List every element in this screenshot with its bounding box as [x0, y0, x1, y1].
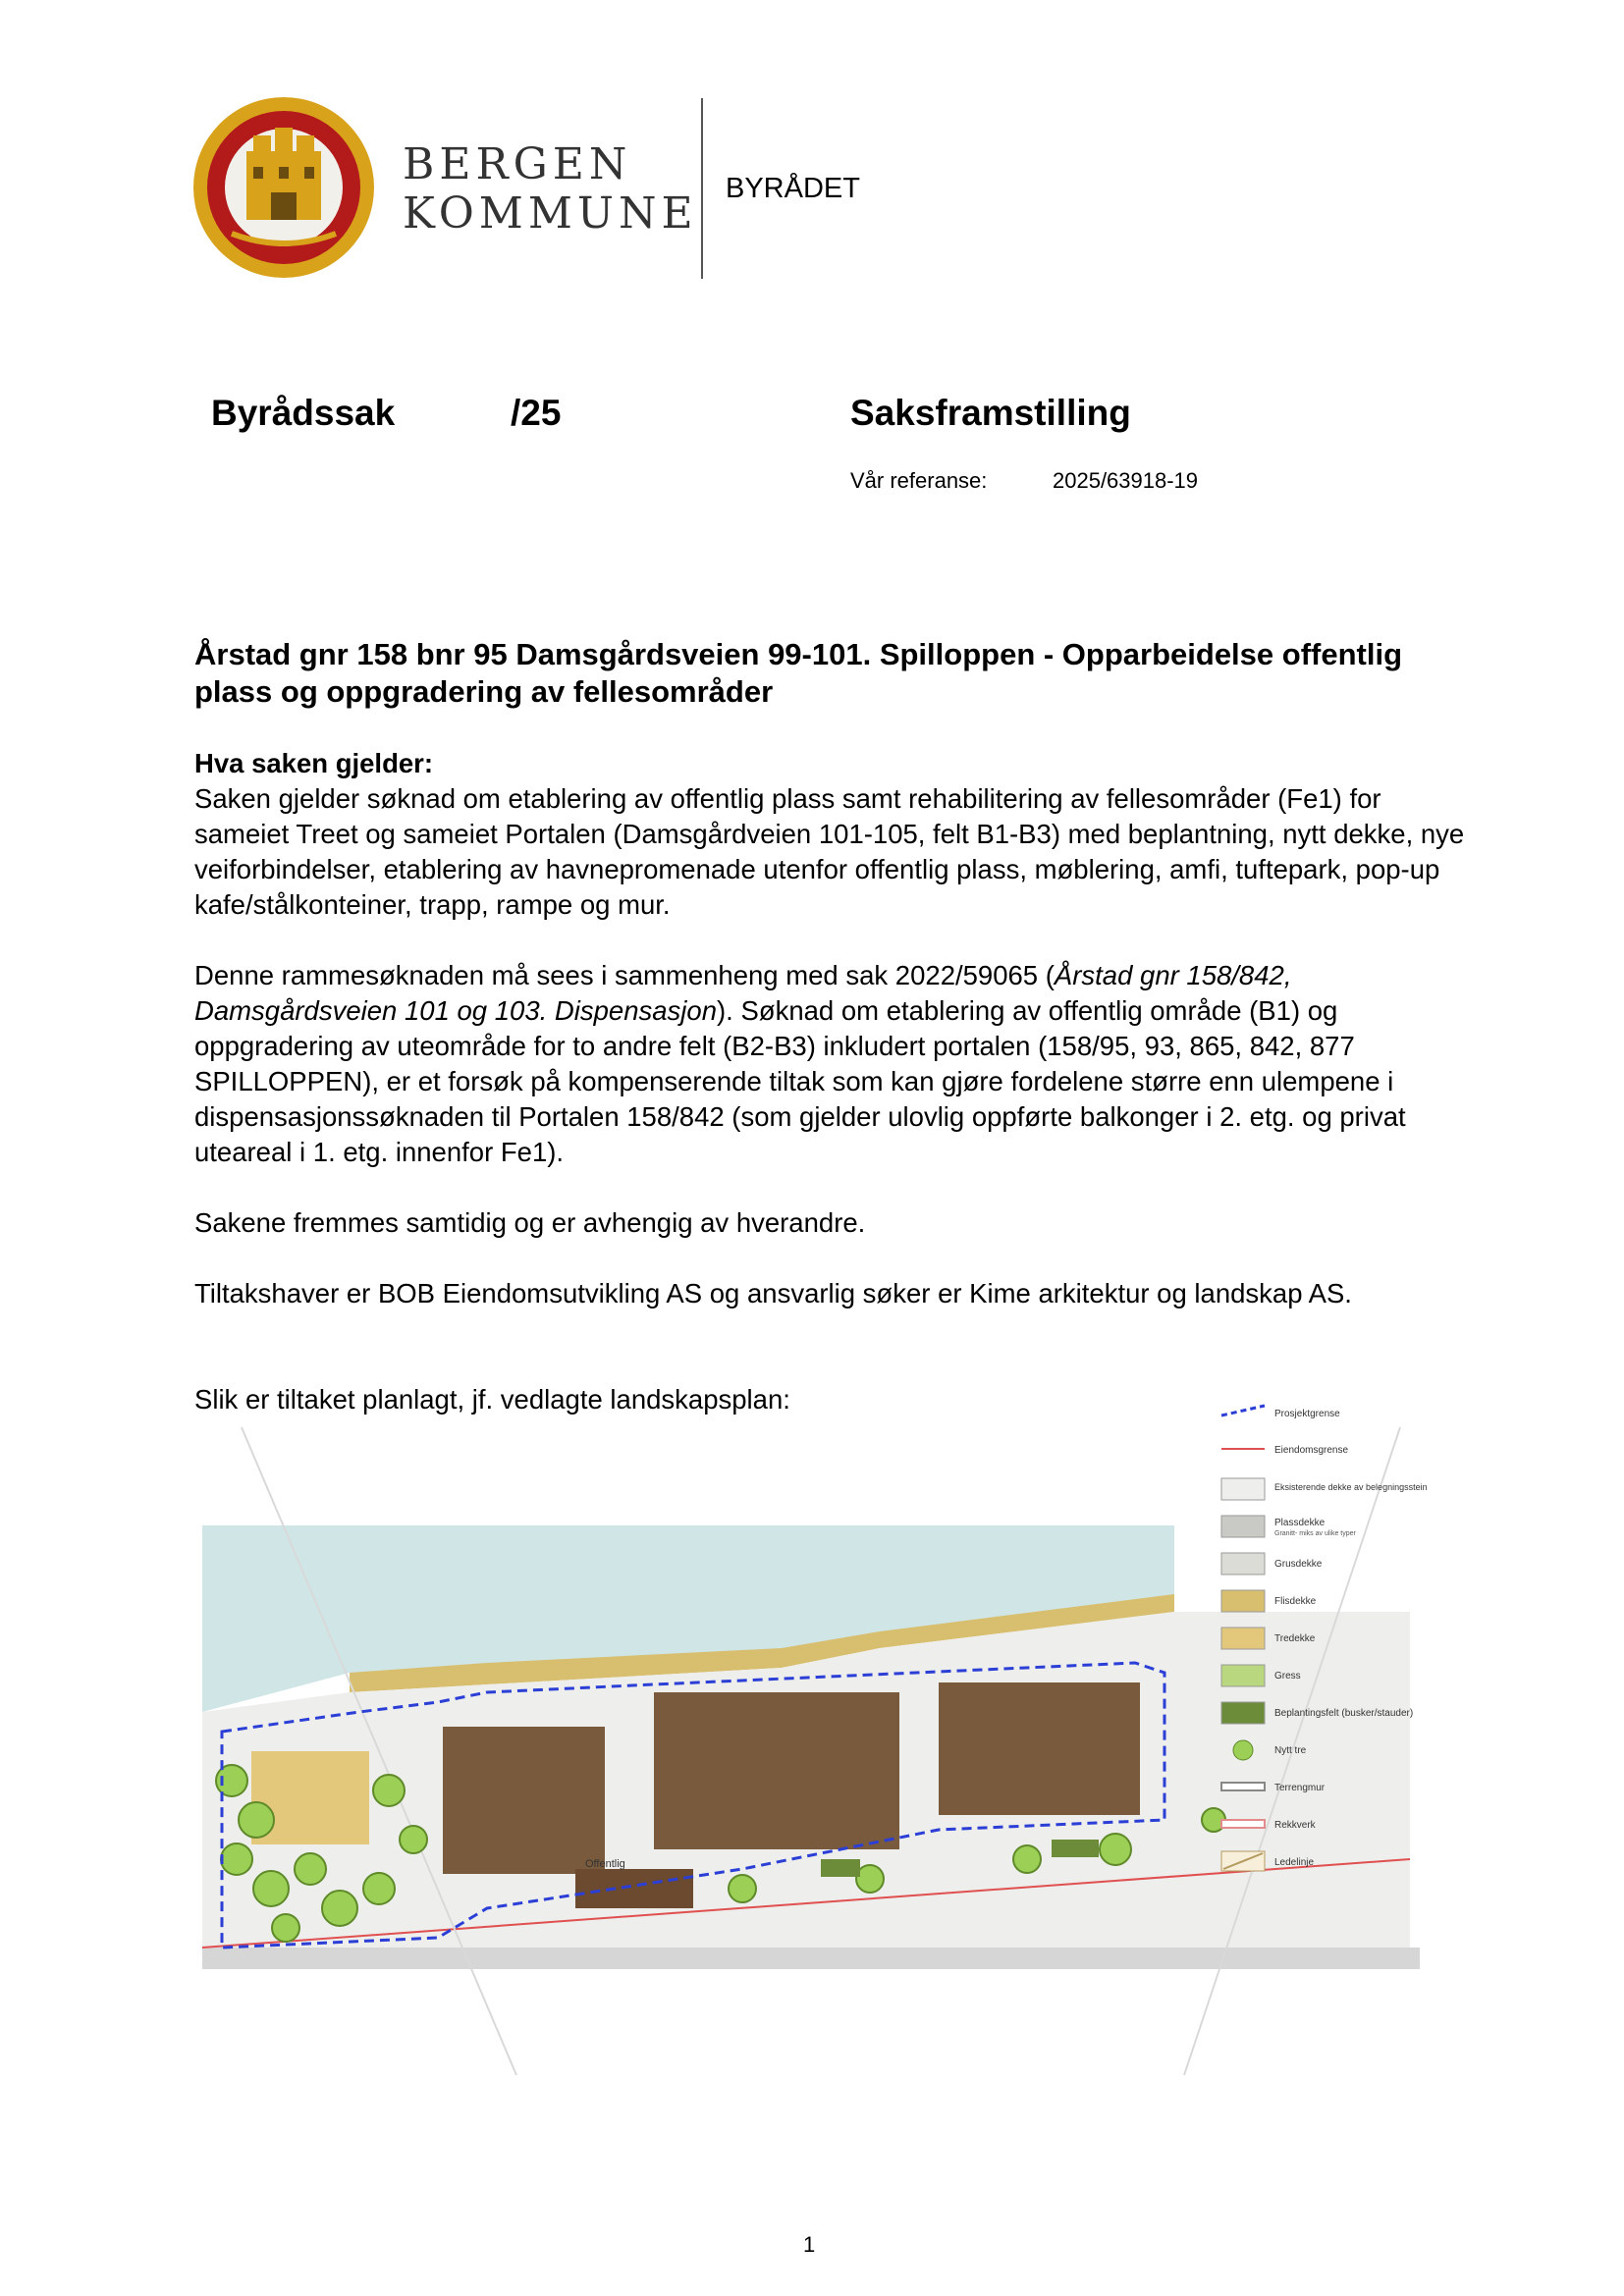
- doc-type: Saksframstilling: [850, 393, 1131, 433]
- reference-value: 2025/63918-19: [1053, 468, 1199, 493]
- plan-building: [939, 1682, 1140, 1815]
- department-label: BYRÅDET: [726, 173, 860, 204]
- legend-item: [1221, 1406, 1340, 1419]
- svg-text:Nytt tre: Nytt tre: [1274, 1745, 1307, 1756]
- paragraph-2-part-b: ). Søknad om etablering av offentlig område (B1) og oppgradering av uteområde for to andre felt (B2-B3) inkludert portalen (158/95, 93, 865, 842, 877 SPILLOPPEN), er et forsøk på kompenserende tiltak som kan gjøre fordelene større enn ulempene i dispensasjonssøknaden til Portalen 158/842 (som gjelder ulovlig oppførte balkonger i 2. etg. og privat uteareal i 1. etg. innenfor Fe1).: [194, 995, 1406, 1167]
- svg-text:Terrengmur: Terrengmur: [1274, 1783, 1326, 1793]
- org-name-line1: BERGEN: [403, 139, 632, 189]
- svg-text:Beplantingsfelt (busker/staude: Beplantingsfelt (busker/stauder): [1274, 1708, 1414, 1719]
- svg-text:Prosjektgrense: Prosjektgrense: [1274, 1409, 1340, 1419]
- org-name-line2: KOMMUNE: [403, 188, 698, 239]
- svg-text:Rekkverk: Rekkverk: [1274, 1820, 1316, 1831]
- paragraph-5: Slik er tiltaket planlagt, jf. vedlagte landskapsplan:: [194, 1384, 790, 1415]
- paragraph-2-part-a: Denne rammesøknaden må sees i sammenheng med sak 2022/59065 (: [194, 960, 1055, 990]
- svg-text:Tredekke: Tredekke: [1274, 1633, 1316, 1644]
- bergen-seal-logo: [192, 96, 375, 279]
- svg-text:Gress: Gress: [1274, 1671, 1301, 1682]
- legend-item: [1221, 1553, 1323, 1575]
- svg-text:Eksisterende dekke av belegnin: Eksisterende dekke av belegningsstein: [1274, 1482, 1428, 1492]
- paragraph-2: [194, 958, 1471, 1170]
- plan-building: [443, 1727, 605, 1874]
- paragraph-3: Sakene fremmes samtidig og er avhengig av hverandre.: [194, 1207, 866, 1238]
- svg-text:Eiendomsgrense: Eiendomsgrense: [1274, 1445, 1349, 1456]
- section-summary: [194, 746, 1471, 923]
- case-number: /25: [511, 393, 562, 433]
- legend-item: [1221, 1590, 1317, 1612]
- paragraph-1: Saken gjelder søknad om etablering av offentlig plass samt rehabilitering av fellesområder (Fe1) for sameiet Treet og sameiet Portalen (Damsgårdveien 101-105, felt B1-B3) med beplantning, nytt dekke, nye veiforbindelser, etablering av havnepromenade utenfor offentlig plass, møblering, amfi, tuftepark, pop-up kafe/stålkonteiner, trapp, rampe og mur.: [194, 783, 1465, 920]
- legend-item: [1221, 1478, 1428, 1500]
- svg-text:Plassdekke: Plassdekke: [1274, 1518, 1326, 1528]
- plan-building: [654, 1692, 899, 1849]
- legend-item: [1221, 1445, 1348, 1456]
- document-title: Årstad gnr 158 bnr 95 Damsgårdsveien 99-101. Spilloppen - Opparbeidelse offentlig plass og oppgradering av fellesområder: [194, 637, 1403, 709]
- plan-road: [202, 1948, 1420, 1969]
- paragraph-4: Tiltakshaver er BOB Eiendomsutvikling AS og ansvarlig søker er Kime arkitektur og landskap AS.: [194, 1278, 1352, 1308]
- plan-building: [575, 1869, 693, 1908]
- svg-text:Flisdekke: Flisdekke: [1274, 1596, 1317, 1607]
- svg-text:Ledelinje: Ledelinje: [1274, 1857, 1315, 1868]
- case-label: Byrådssak: [211, 393, 396, 433]
- paragraph-2-italic: Årstad gnr 158/842, Damsgårdsveien 101 og 103. Dispensasjon: [194, 960, 1292, 1026]
- svg-text:Granitt- miks av ulike typer: Granitt- miks av ulike typer: [1274, 1530, 1356, 1537]
- subheading: Hva saken gjelder:: [194, 748, 434, 778]
- svg-text:Grusdekke: Grusdekke: [1274, 1559, 1323, 1570]
- header-divider: [701, 98, 703, 279]
- page-number: 1: [803, 2232, 816, 2257]
- reference-label: Vår referanse:: [850, 468, 988, 493]
- legend-item: [1221, 1516, 1357, 1537]
- plan-label-offentlig: Offentlig: [585, 1858, 625, 1870]
- landscape-plan-image: [192, 1398, 1437, 2075]
